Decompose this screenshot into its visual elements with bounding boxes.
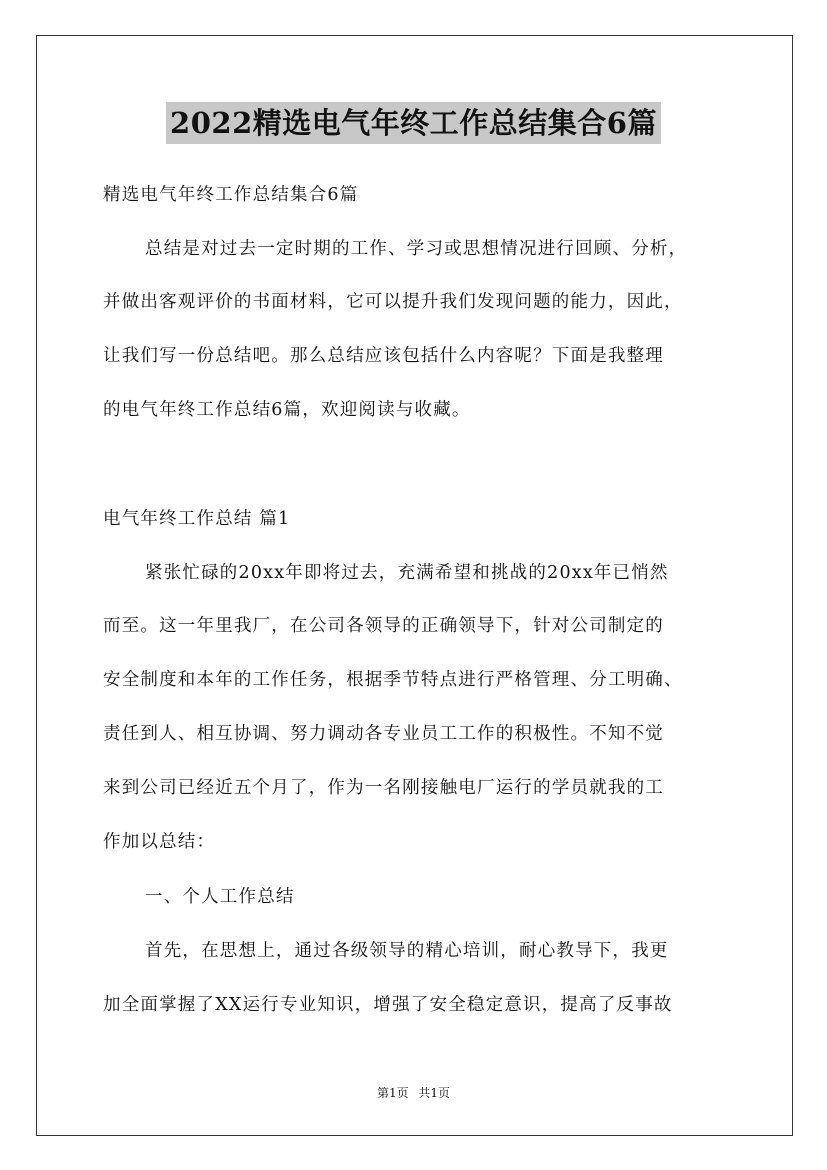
intro-line: 的电气年终工作总结6篇，欢迎阅读与收藏。: [103, 400, 471, 420]
title-container: [0, 102, 827, 144]
paragraph-line: 加全面掌握了XX运行专业知识，增强了安全稳定意识，提高了反事故: [103, 995, 673, 1015]
paragraph-line: 而至。这一年里我厂，在公司各领导的正确领导下，针对公司制定的: [103, 616, 664, 636]
intro-line: 并做出客观评价的书面材料，它可以提升我们发现问题的能力，因此，: [103, 292, 683, 312]
page-title: 2022精选电气年终工作总结集合6篇: [166, 102, 661, 144]
page-footer: [0, 1084, 827, 1101]
paragraph-line: 安全制度和本年的工作任务，根据季节特点进行严格管理、分工明确、: [103, 670, 683, 690]
page-number: 第1页: [376, 1086, 409, 1100]
paragraph-line: 紧张忙碌的20xx年即将过去，充满希望和挑战的20xx年已悄然: [145, 563, 669, 583]
paragraph-line: 来到公司已经近五个月了，作为一名刚接触电厂运行的学员就我的工: [103, 778, 664, 798]
paragraph-line: 首先，在思想上，通过各级领导的精心培训，耐心教导下，我更: [145, 941, 669, 961]
paragraph-line: 作加以总结：: [103, 832, 216, 852]
paragraph-line: 责任到人、相互协调、努力调动各专业员工工作的积极性。不知不觉: [103, 724, 664, 744]
intro-line: 让我们写一份总结吧。那么总结应该包括什么内容呢？下面是我整理: [103, 346, 664, 366]
section-heading: 电气年终工作总结 篇1: [103, 509, 291, 529]
page-total: 共1页: [418, 1086, 451, 1100]
intro-line: 总结是对过去一定时期的工作、学习或思想情况进行回顾、分析，: [145, 239, 688, 259]
document-subtitle: 精选电气年终工作总结集合6篇: [103, 185, 359, 205]
subsection-heading: 一、个人工作总结: [145, 887, 295, 907]
